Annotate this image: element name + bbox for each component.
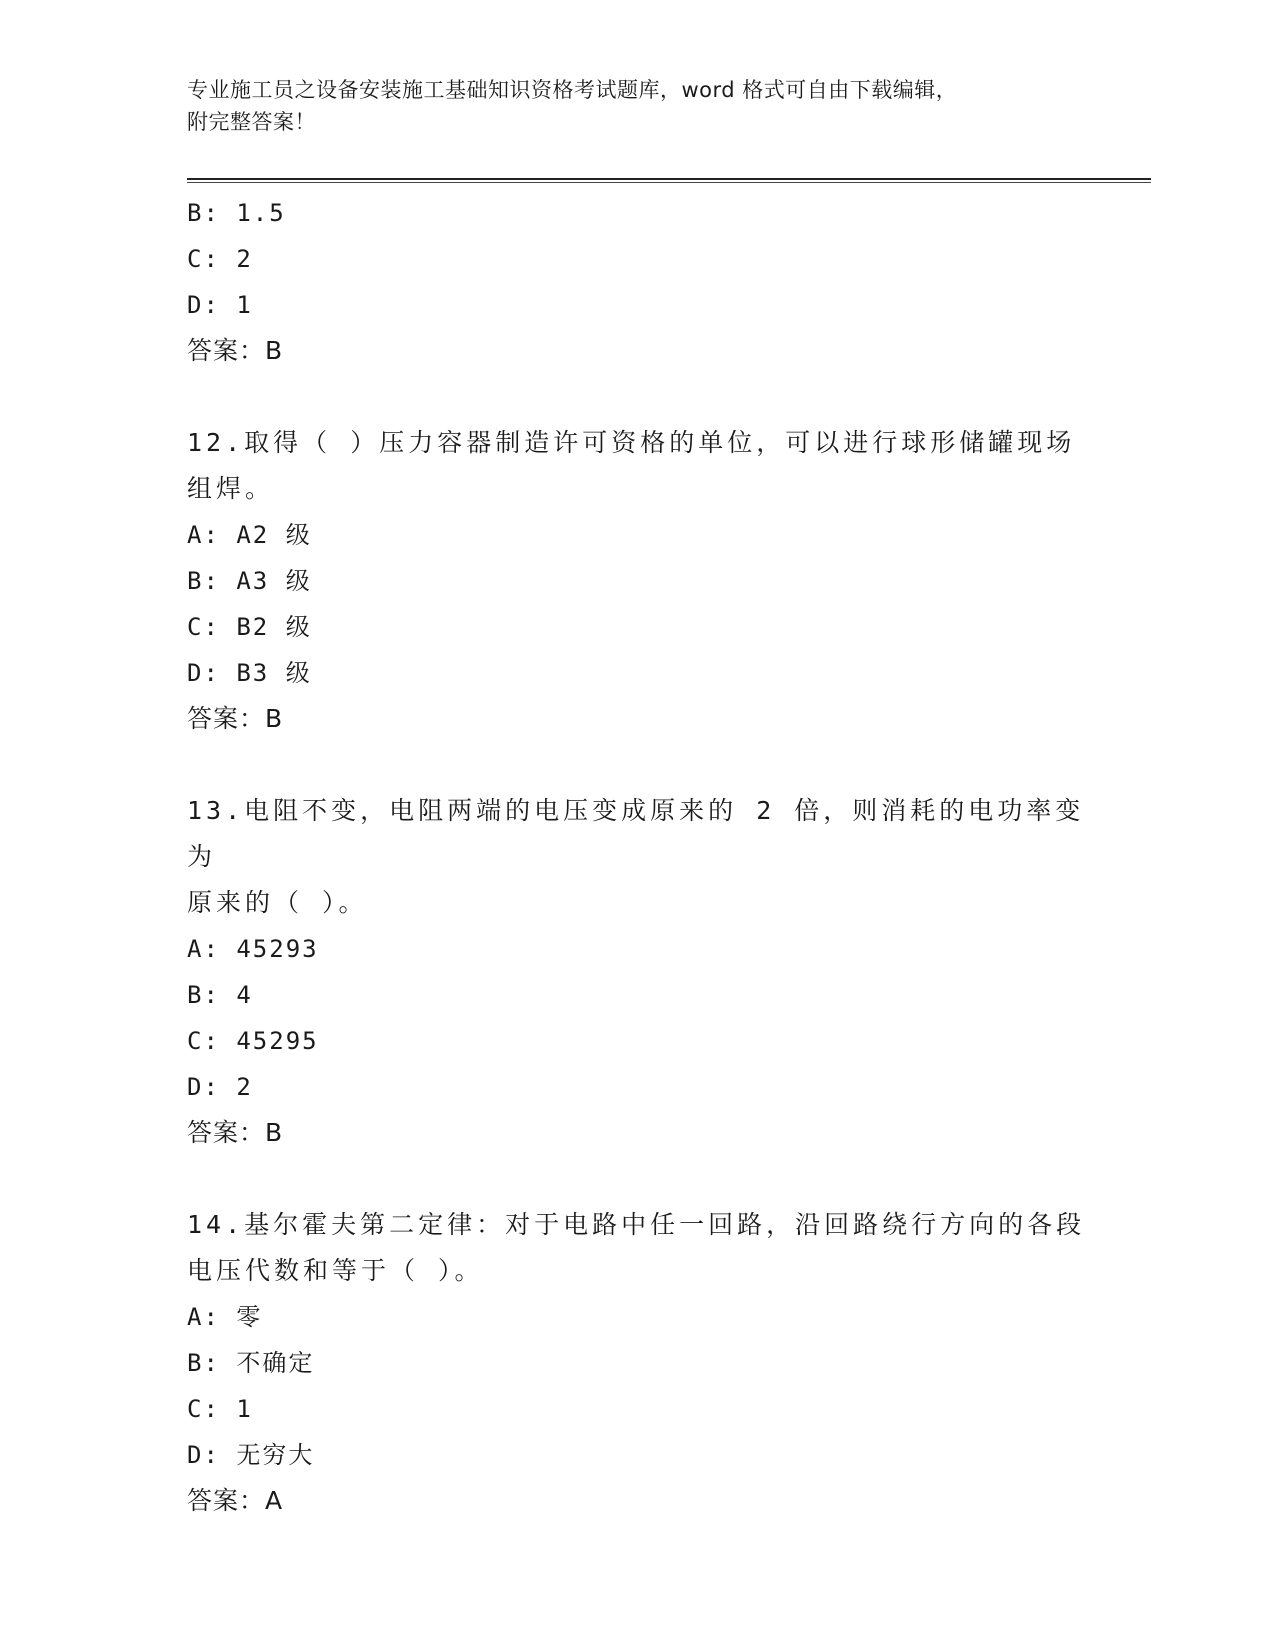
question-11-continued — [187, 190, 1087, 374]
document-body — [187, 190, 1087, 1524]
option-c: C: 45295 — [187, 1027, 319, 1055]
answer-line: 答案：A — [187, 1486, 284, 1515]
header-divider-thick — [187, 178, 1151, 180]
option-c: C: B2 级 — [187, 613, 312, 641]
option-b: B: 4 — [187, 981, 253, 1009]
option-b: B: 不确定 — [187, 1349, 315, 1377]
question-stem-line-1: 13.电阻不变，电阻两端的电压变成原来的 2 倍，则消耗的电功率变为 — [187, 796, 1085, 871]
option-a: A: A2 级 — [187, 521, 312, 549]
option-d: D: 无穷大 — [187, 1441, 315, 1469]
header-line-2: 附完整答案！ — [187, 110, 316, 134]
option-a: A: 45293 — [187, 935, 319, 963]
answer-line: 答案：B — [187, 704, 284, 733]
question-stem-line-1: 14.基尔霍夫第二定律：对于电路中任一回路，沿回路绕行方向的各段 — [187, 1210, 1086, 1239]
option-d: D: 2 — [187, 1073, 253, 1101]
option-c: C: 1 — [187, 1395, 253, 1423]
question-stem-line-1: 12.取得（ ）压力容器制造许可资格的单位，可以进行球形储罐现场 — [187, 428, 1076, 457]
question-stem-line-2: 原来的（ ）。 — [187, 888, 368, 917]
option-d: D: 1 — [187, 291, 253, 319]
option-d: D: B3 级 — [187, 659, 312, 687]
header-line-1: 专业施工员之设备安装施工基础知识资格考试题库，word 格式可自由下载编辑， — [187, 78, 958, 102]
option-c: C: 2 — [187, 245, 253, 273]
question-12 — [187, 420, 1087, 742]
document-header — [187, 74, 1087, 138]
option-a: A: 零 — [187, 1303, 263, 1331]
answer-line: 答案：B — [187, 1118, 284, 1147]
option-b: B: 1.5 — [187, 199, 286, 227]
question-14 — [187, 1202, 1087, 1524]
question-stem-line-2: 电压代数和等于（ ）。 — [187, 1256, 484, 1285]
question-13 — [187, 788, 1087, 1156]
answer-line: 答案：B — [187, 336, 284, 365]
option-b: B: A3 级 — [187, 567, 312, 595]
header-divider-thin — [187, 182, 1151, 183]
question-stem-line-2: 组焊。 — [187, 474, 275, 503]
